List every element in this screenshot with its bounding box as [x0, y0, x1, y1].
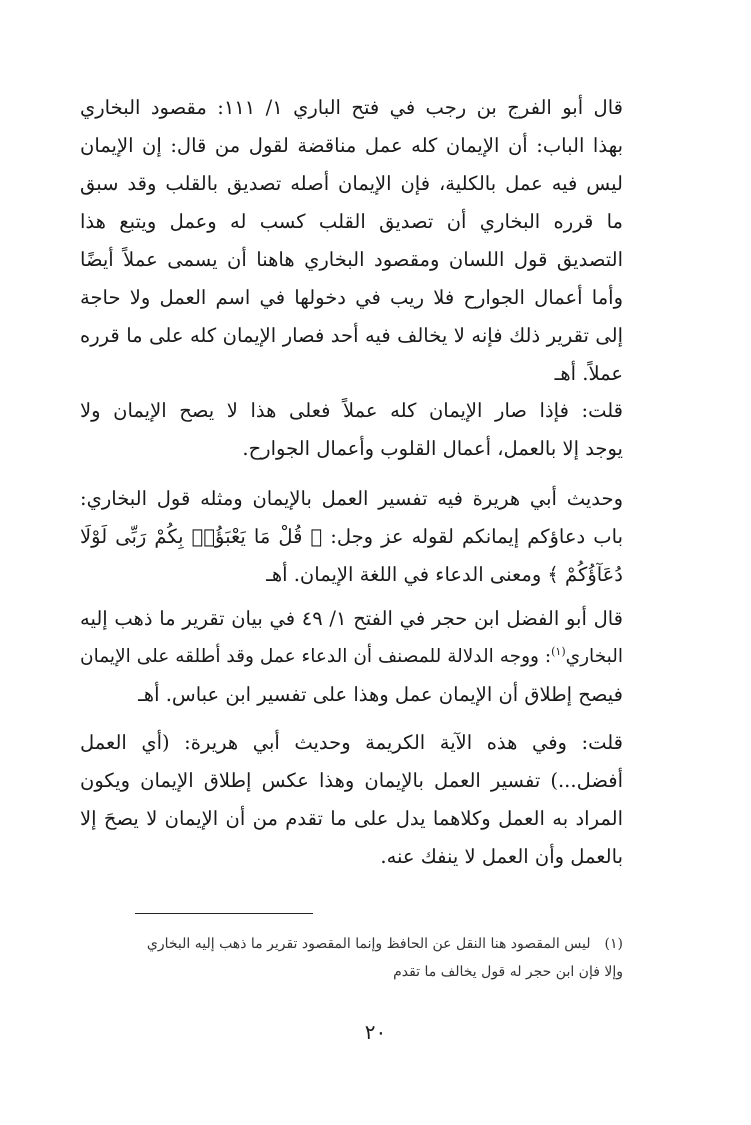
- text-line: ما قرره البخاري أن تصديق القلب كسب له وعمل ويتبع هذا: [80, 210, 623, 233]
- text-line: يوجد إلا بالعمل، أعمال القلوب وأعمال الجوارح.: [242, 437, 623, 460]
- paragraph-abu-hurayra-hadith: [80, 480, 623, 594]
- text-line: دُعَآؤُكُمْ ﴾ ومعنى الدعاء في اللغة الإيمان. أهـ: [266, 563, 623, 586]
- paragraph-author-comment-1: [80, 392, 623, 468]
- page-number: ٢٠: [364, 1020, 387, 1044]
- text-line: التصديق قول اللسان ومقصود البخاري هاهنا أن يسمى عملاً أيضًا: [80, 248, 623, 271]
- text-line: وحديث أبي هريرة فيه تفسير العمل بالإيمان ومثله قول البخاري:: [80, 487, 623, 510]
- footnote: [80, 930, 623, 986]
- footnote-reference[interactable]: (١): [551, 644, 566, 658]
- text-line: قلت: وفي هذه الآية الكريمة وحديث أبي هريرة: (أي العمل: [80, 731, 623, 754]
- footnote-number: (١): [604, 936, 623, 952]
- text-line-with-footnote: [80, 638, 623, 676]
- text-line: قلت: فإذا صار الإيمان كله عملاً فعلى هذا لا يصح الإيمان ولا: [80, 399, 623, 422]
- text-fragment: : ووجه الدلالة للمصنف أن الدعاء عمل وقد أطلقه على الإيمان: [80, 646, 552, 667]
- text-line: ليس فيه عمل بالكلية، فإن الإيمان أصله تصديق بالقلب وقد سبق: [80, 172, 623, 195]
- text-line: المراد به العمل وكلاهما يدل على ما تقدم من أن الإيمان لا يصحَ إلا: [80, 807, 623, 830]
- text-line: وأما أعمال الجوارح فلا ريب في دخولها في اسم العمل ولا حاجة: [80, 286, 623, 309]
- text-line: قال أبو الفرج بن رجب في فتح الباري ١/ ١١١: مقصود البخاري: [80, 96, 623, 119]
- footnote-line: [80, 930, 623, 958]
- paragraph-author-comment-2: [80, 724, 623, 876]
- text-line: قال أبو الفضل ابن حجر في الفتح ١/ ٤٩ في بيان تقرير ما ذهب إليه: [80, 607, 623, 630]
- text-line: أفضل...) تفسير العمل بالإيمان وهذا عكس إطلاق الإيمان ويكون: [80, 769, 623, 792]
- paragraph-ibn-rajab-quote: [80, 89, 623, 393]
- quran-verse-line: باب دعاؤكم إيمانكم لقوله عز وجل: ﴿ قُلْ مَا يَعْبَؤُا۟ بِكُمْ رَبِّى لَوْلَا: [80, 525, 623, 548]
- text-line: بالعمل وأن العمل لا ينفك عنه.: [380, 845, 623, 868]
- text-line: إلى تقرير ذلك فإنه لا يخالف فيه أحد فصار الإيمان كله على ما قرره: [80, 324, 623, 347]
- text-fragment: البخاري: [565, 646, 623, 667]
- text-line: بهذا الباب: أن الإيمان كله عمل مناقضة لقول من قال: إن الإيمان: [80, 134, 623, 157]
- footnote-text: ليس المقصود هنا النقل عن الحافظ وإنما المقصود تقرير ما ذهب إليه البخاري: [146, 936, 591, 952]
- footnote-divider: [135, 913, 313, 914]
- text-line: فيصح إطلاق أن الإيمان عمل وهذا على تفسير ابن عباس. أهـ: [138, 683, 623, 706]
- text-line: عملاً. أهـ: [554, 362, 623, 385]
- paragraph-ibn-hajar-quote: [80, 600, 623, 714]
- footnote-line: وإلا فإن ابن حجر له قول يخالف ما تقدم: [393, 964, 623, 980]
